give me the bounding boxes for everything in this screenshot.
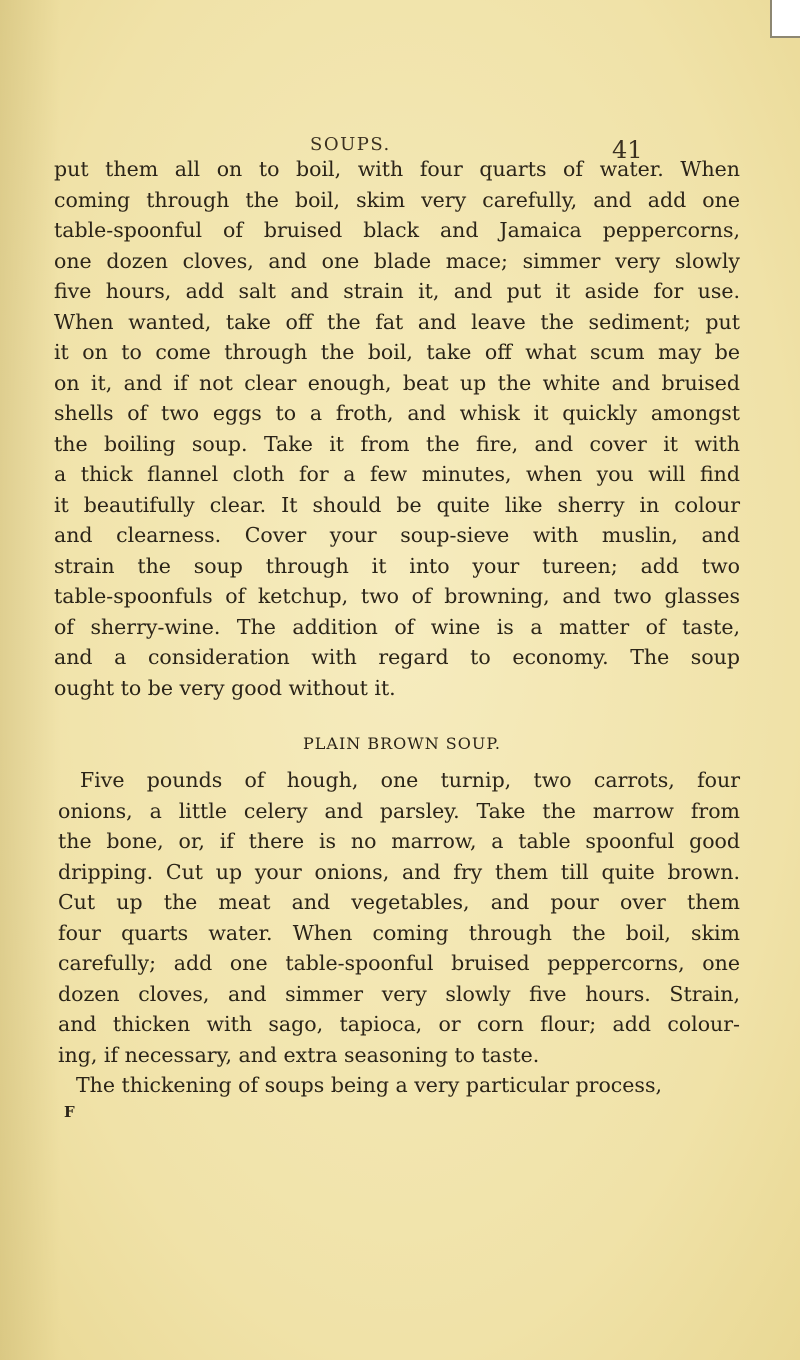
text-line: Cut up the meat and vegetables, and pour over them — [58, 890, 740, 914]
text-line: When wanted, take off the fat and leave the sediment; put — [54, 309, 740, 334]
text-line: coming through the boil, skim very carefully, and add one — [54, 187, 740, 212]
text-line: onions, a little celery and parsley. Take the marrow from — [58, 798, 740, 823]
running-head: SOUPS. — [310, 134, 391, 155]
text-line: the boiling soup. Take it from the fire, and cover it with — [54, 431, 740, 456]
page-number: 41 — [612, 136, 643, 164]
text-line: it beautifully clear. It should be quite like sherry in colour — [54, 492, 740, 517]
text-line: Five pounds of hough, one turnip, two carrots, four — [80, 768, 740, 792]
text-line: it on to come through the boil, take off what scum may be — [54, 340, 740, 364]
text-line: ing, if necessary, and extra seasoning to taste. — [58, 1042, 540, 1067]
recipe-paragraph — [54, 765, 740, 1070]
body-text — [54, 154, 740, 1123]
text-line: on it, and if not clear enough, beat up the white and bruised — [54, 370, 740, 395]
paragraph-continued — [54, 154, 740, 703]
page-corner-mark — [770, 0, 800, 38]
text-line: the bone, or, if there is no marrow, a table spoonful good — [58, 829, 740, 853]
text-line: of sherry-wine. The addition of wine is a matter of taste, — [54, 614, 740, 639]
text-line: dripping. Cut up your onions, and fry them till quite brown. — [58, 859, 740, 884]
text-line: put them all on to boil, with four quarts of water. When — [54, 157, 740, 181]
text-line: one dozen cloves, and one blade mace; simmer very slowly — [54, 248, 740, 273]
text-line: strain the soup through it into your tureen; add two — [54, 553, 740, 578]
next-paragraph — [54, 1070, 740, 1101]
text-line: five hours, add salt and strain it, and put it aside for use. — [54, 279, 740, 303]
text-line: carefully; add one table-spoonful bruised peppercorns, one — [58, 951, 740, 975]
text-line: ought to be very good without it. — [54, 675, 396, 700]
text-line: table-spoonfuls of ketchup, two of browning, and two glasses — [54, 584, 740, 608]
text-line: and a consideration with regard to economy. The soup — [54, 645, 740, 669]
text-line: table-spoonful of bruised black and Jamaica peppercorns, — [54, 218, 740, 242]
signature-mark: F — [64, 1102, 75, 1121]
text-line: four quarts water. When coming through the boil, skim — [58, 920, 740, 945]
text-line: The thickening of soups being a very particular process, — [76, 1073, 662, 1097]
text-line: and thicken with sago, tapioca, or corn flour; add colour- — [58, 1012, 740, 1036]
section-heading: PLAIN BROWN SOUP. — [303, 734, 501, 753]
text-line: dozen cloves, and simmer very slowly five hours. Strain, — [58, 981, 740, 1006]
text-line: and clearness. Cover your soup-sieve with muslin, and — [54, 523, 740, 547]
text-line: shells of two eggs to a froth, and whisk it quickly amongst — [54, 401, 740, 425]
text-line: a thick flannel cloth for a few minutes, when you will find — [54, 462, 740, 486]
